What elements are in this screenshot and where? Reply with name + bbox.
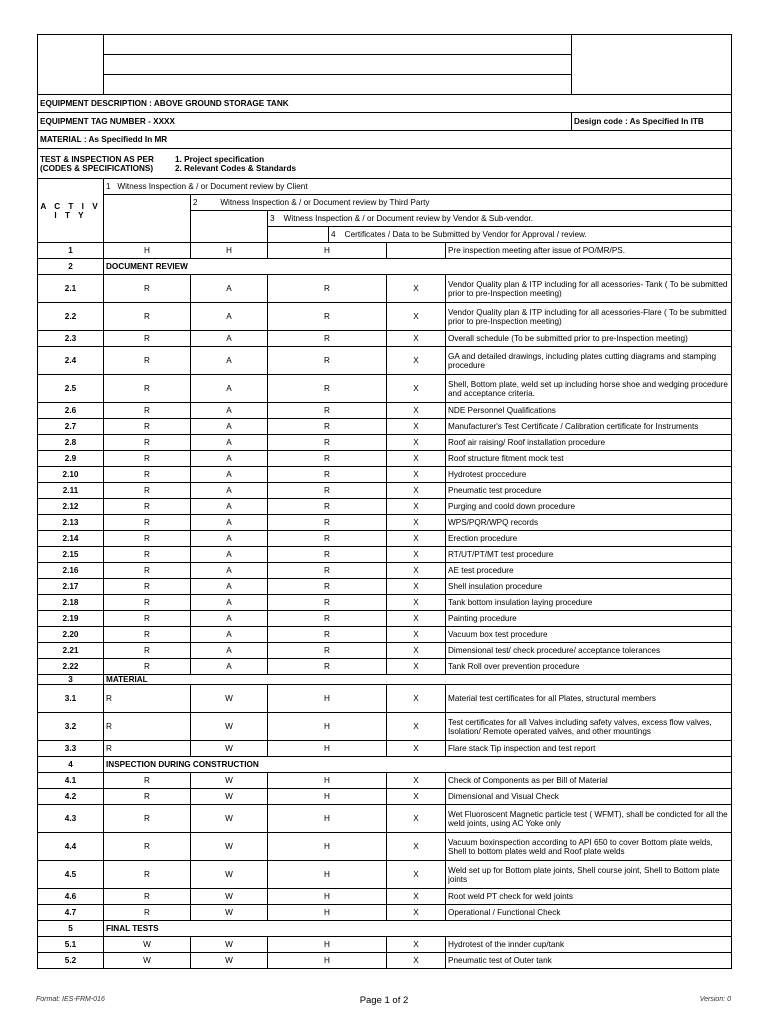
- col-certificates: X: [387, 659, 446, 675]
- col-vendor: H: [268, 937, 387, 953]
- doc-ref-cell: [572, 35, 732, 95]
- activity-number: 5.2: [38, 953, 104, 969]
- activity-number: 4: [38, 757, 104, 773]
- col-certificates: X: [387, 515, 446, 531]
- col-vendor: H: [268, 861, 387, 889]
- col-certificates: X: [387, 331, 446, 347]
- col-certificates: X: [387, 419, 446, 435]
- activity-number: 2.11: [38, 483, 104, 499]
- col-vendor: H: [268, 905, 387, 921]
- legend-stair-3: [268, 227, 329, 243]
- col-vendor: R: [268, 515, 387, 531]
- col-third-party: A: [191, 331, 268, 347]
- col-third-party: W: [191, 889, 268, 905]
- activity-description: Purging and coold down procedure: [446, 499, 732, 515]
- activity-row: [38, 953, 732, 969]
- activity-number: 2.3: [38, 331, 104, 347]
- col-certificates: X: [387, 627, 446, 643]
- col-third-party: W: [191, 905, 268, 921]
- activity-description: Tank bottom insulation laying procedure: [446, 595, 732, 611]
- spec-item-2: 2. Relevant Codes & Standards: [175, 163, 297, 173]
- col-certificates: [387, 243, 446, 259]
- col-client: R: [104, 331, 191, 347]
- section-row: [38, 921, 732, 937]
- activity-number: 2: [38, 259, 104, 275]
- col-vendor: R: [268, 659, 387, 675]
- col-client: R: [104, 905, 191, 921]
- test-label-1: TEST & INSPECTION AS PER: [40, 154, 154, 164]
- activity-number: 4.1: [38, 773, 104, 789]
- col-client: R: [104, 741, 191, 757]
- activity-description: Tank Roll over prevention procedure: [446, 659, 732, 675]
- col-third-party: A: [191, 579, 268, 595]
- activity-label: A C T I V I T Y: [38, 179, 104, 243]
- activity-number: 5: [38, 921, 104, 937]
- activity-description: Check of Components as per Bill of Material: [446, 773, 732, 789]
- activity-row: [38, 347, 732, 375]
- activity-number: 2.12: [38, 499, 104, 515]
- col-certificates: X: [387, 741, 446, 757]
- col-client: R: [104, 419, 191, 435]
- activity-number: 2.7: [38, 419, 104, 435]
- activity-row: [38, 659, 732, 675]
- activity-row: [38, 419, 732, 435]
- activity-description: Hydrotest proccedure: [446, 467, 732, 483]
- col-third-party: A: [191, 531, 268, 547]
- logo-cell: [38, 35, 104, 95]
- activity-row: [38, 531, 732, 547]
- legend-level-2: 2 Witness Inspection & / or Document review by Third Party: [191, 195, 732, 211]
- activity-row: [38, 275, 732, 303]
- col-third-party: W: [191, 789, 268, 805]
- col-client: R: [104, 627, 191, 643]
- col-vendor: H: [268, 685, 387, 713]
- col-client: R: [104, 579, 191, 595]
- col-client: R: [104, 773, 191, 789]
- col-client: R: [104, 659, 191, 675]
- col-vendor: R: [268, 547, 387, 563]
- col-certificates: X: [387, 773, 446, 789]
- section-row: [38, 259, 732, 275]
- col-certificates: X: [387, 805, 446, 833]
- col-third-party: A: [191, 499, 268, 515]
- activity-row: [38, 861, 732, 889]
- col-client: R: [104, 451, 191, 467]
- activity-description: Weld set up for Bottom plate joints, Shell course joint, Shell to Bottom plate joints: [446, 861, 732, 889]
- col-client: R: [104, 643, 191, 659]
- col-client: R: [104, 515, 191, 531]
- col-third-party: A: [191, 627, 268, 643]
- title-cell-2: [104, 55, 572, 75]
- col-certificates: X: [387, 713, 446, 741]
- col-vendor: H: [268, 713, 387, 741]
- activity-number: 4.3: [38, 805, 104, 833]
- activity-number: 2.21: [38, 643, 104, 659]
- col-certificates: X: [387, 563, 446, 579]
- col-client: R: [104, 375, 191, 403]
- activity-number: 2.16: [38, 563, 104, 579]
- equipment-tag: EQUIPMENT TAG NUMBER - XXXX: [38, 113, 572, 131]
- col-client: R: [104, 861, 191, 889]
- col-client: R: [104, 483, 191, 499]
- col-vendor: R: [268, 375, 387, 403]
- activity-number: 2.18: [38, 595, 104, 611]
- col-vendor: R: [268, 303, 387, 331]
- col-client: W: [104, 937, 191, 953]
- activity-row: [38, 435, 732, 451]
- version-label: Version: 0: [699, 996, 731, 1003]
- col-third-party: H: [191, 243, 268, 259]
- activity-row: [38, 685, 732, 713]
- col-certificates: X: [387, 435, 446, 451]
- col-certificates: X: [387, 861, 446, 889]
- col-client: R: [104, 713, 191, 741]
- activity-description: GA and detailed drawings, including plates cutting diagrams and stamping procedure: [446, 347, 732, 375]
- col-third-party: W: [191, 861, 268, 889]
- col-client: W: [104, 953, 191, 969]
- col-vendor: H: [268, 243, 387, 259]
- activity-number: 2.10: [38, 467, 104, 483]
- activity-row: [38, 375, 732, 403]
- col-vendor: H: [268, 833, 387, 861]
- col-vendor: R: [268, 451, 387, 467]
- title-block-row: [38, 35, 732, 55]
- activity-description: Painting procedure: [446, 611, 732, 627]
- col-third-party: A: [191, 347, 268, 375]
- test-label-2: (CODES & SPECIFICATIONS): [40, 163, 154, 173]
- title-cell-1: [104, 35, 572, 55]
- col-vendor: R: [268, 331, 387, 347]
- activity-description: Pneumatic test procedure: [446, 483, 732, 499]
- activity-description: Wet Fluoroscent Magnetic particle test ( WFMT), shall be condicted for all the weld joints, using AC Yoke only: [446, 805, 732, 833]
- col-certificates: X: [387, 595, 446, 611]
- col-third-party: A: [191, 611, 268, 627]
- legend-level-1: 1 Witness Inspection & / or Document review by Client: [104, 179, 732, 195]
- section-title: INSPECTION DURING CONSTRUCTION: [104, 757, 732, 773]
- col-third-party: W: [191, 833, 268, 861]
- col-certificates: X: [387, 789, 446, 805]
- activity-description: Vendor Quality plan & ITP including for all acessories-Flare ( To be submitted prior to pre-Inspection meeting): [446, 303, 732, 331]
- col-certificates: X: [387, 347, 446, 375]
- col-certificates: X: [387, 499, 446, 515]
- activity-description: Vacuum box test procedure: [446, 627, 732, 643]
- col-certificates: X: [387, 547, 446, 563]
- col-client: R: [104, 889, 191, 905]
- col-third-party: W: [191, 713, 268, 741]
- col-third-party: A: [191, 563, 268, 579]
- activity-number: 2.22: [38, 659, 104, 675]
- activity-row: [38, 303, 732, 331]
- col-client: R: [104, 547, 191, 563]
- legend-stair-1: [104, 195, 191, 243]
- spec-item-1: 1. Project specification: [175, 154, 265, 164]
- col-client: R: [104, 595, 191, 611]
- col-certificates: X: [387, 643, 446, 659]
- col-third-party: A: [191, 435, 268, 451]
- activity-row: [38, 627, 732, 643]
- col-third-party: W: [191, 773, 268, 789]
- activity-row: [38, 499, 732, 515]
- activity-description: Shell, Bottom plate, weld set up including horse shoe and wedging procedure and acceptance criteria.: [446, 375, 732, 403]
- activity-number: 3: [38, 675, 104, 685]
- col-third-party: W: [191, 805, 268, 833]
- activity-row: [38, 243, 732, 259]
- activity-row: [38, 789, 732, 805]
- activity-row: [38, 741, 732, 757]
- activity-number: 5.1: [38, 937, 104, 953]
- section-title: MATERIAL: [104, 675, 732, 685]
- col-client: R: [104, 531, 191, 547]
- activity-description: Erection procedure: [446, 531, 732, 547]
- activity-row: [38, 467, 732, 483]
- activity-number: 2.17: [38, 579, 104, 595]
- col-third-party: A: [191, 467, 268, 483]
- col-vendor: R: [268, 275, 387, 303]
- test-inspection-basis: [38, 149, 732, 179]
- activity-description: Material test certificates for all Plates, structural members: [446, 685, 732, 713]
- activity-number: 4.6: [38, 889, 104, 905]
- col-vendor: R: [268, 483, 387, 499]
- activity-description: Test certificates for all Valves including safety valves, excess flow valves, Isolation/ Remote operated valves, and other mountings: [446, 713, 732, 741]
- activity-description: Pneumatic test of Outer tank: [446, 953, 732, 969]
- col-certificates: X: [387, 937, 446, 953]
- activity-number: 2.14: [38, 531, 104, 547]
- activity-description: Manufacturer's Test Certificate / Calibration certificate for Instruments: [446, 419, 732, 435]
- col-client: R: [104, 563, 191, 579]
- legend-stair-2: [191, 211, 268, 243]
- activity-row: [38, 563, 732, 579]
- col-certificates: X: [387, 275, 446, 303]
- activity-number: 3.2: [38, 713, 104, 741]
- activity-number: 2.1: [38, 275, 104, 303]
- col-third-party: A: [191, 451, 268, 467]
- activity-description: Operational / Functional Check: [446, 905, 732, 921]
- activity-number: 2.19: [38, 611, 104, 627]
- col-third-party: A: [191, 375, 268, 403]
- activity-description: Overall schedule (To be submitted prior to pre-Inspection meeting): [446, 331, 732, 347]
- activity-row: [38, 889, 732, 905]
- col-certificates: X: [387, 953, 446, 969]
- col-vendor: H: [268, 953, 387, 969]
- col-third-party: W: [191, 741, 268, 757]
- activity-description: Hydrotest of the innder cup/tank: [446, 937, 732, 953]
- equipment-description: EQUIPMENT DESCRIPTION : ABOVE GROUND STORAGE TANK: [38, 95, 732, 113]
- col-vendor: R: [268, 579, 387, 595]
- activity-description: Roof structure fitment mock test: [446, 451, 732, 467]
- col-third-party: A: [191, 515, 268, 531]
- design-code: Design code : As Specified In ITB: [572, 113, 732, 131]
- col-vendor: R: [268, 531, 387, 547]
- col-vendor: R: [268, 563, 387, 579]
- activity-number: 4.2: [38, 789, 104, 805]
- col-vendor: R: [268, 467, 387, 483]
- col-client: R: [104, 833, 191, 861]
- col-certificates: X: [387, 685, 446, 713]
- col-client: R: [104, 435, 191, 451]
- col-client: R: [104, 275, 191, 303]
- col-vendor: R: [268, 611, 387, 627]
- section-title: DOCUMENT REVIEW: [104, 259, 732, 275]
- col-vendor: R: [268, 403, 387, 419]
- col-client: R: [104, 467, 191, 483]
- activity-description: AE test procedure: [446, 563, 732, 579]
- col-third-party: A: [191, 483, 268, 499]
- col-third-party: A: [191, 547, 268, 563]
- activity-number: 2.4: [38, 347, 104, 375]
- activity-row: [38, 403, 732, 419]
- col-certificates: X: [387, 905, 446, 921]
- col-certificates: X: [387, 403, 446, 419]
- col-third-party: W: [191, 685, 268, 713]
- col-third-party: W: [191, 953, 268, 969]
- col-certificates: X: [387, 303, 446, 331]
- activity-number: 2.6: [38, 403, 104, 419]
- col-vendor: R: [268, 435, 387, 451]
- activity-row: [38, 331, 732, 347]
- activity-description: RT/UT/PT/MT test procedure: [446, 547, 732, 563]
- activity-description: Roof air raising/ Roof installation procedure: [446, 435, 732, 451]
- col-certificates: X: [387, 889, 446, 905]
- legend-level-3: 3 Witness Inspection & / or Document review by Vendor & Sub-vendor.: [268, 211, 732, 227]
- legend-level-4: 4 Certificates / Data to be Submitted by Vendor for Approval / review.: [329, 227, 732, 243]
- activity-number: 2.15: [38, 547, 104, 563]
- activity-description: Vacuum boxinspection according to API 650 to cover Bottom plate welds, Shell to bottom plates weld and Roof plate welds: [446, 833, 732, 861]
- format-code: Format: IES-FRM-016: [36, 996, 105, 1003]
- itp-table: [37, 34, 732, 969]
- title-cell-3: [104, 75, 572, 95]
- col-vendor: H: [268, 889, 387, 905]
- activity-description: WPS/PQR/WPQ records: [446, 515, 732, 531]
- activity-row: [38, 483, 732, 499]
- activity-number: 2.20: [38, 627, 104, 643]
- page-number: Page 1 of 2: [359, 995, 409, 1006]
- activity-number: 2.2: [38, 303, 104, 331]
- activity-row: [38, 833, 732, 861]
- material-spec: MATERIAL : As Specifiedd In MR: [38, 131, 732, 149]
- activity-description: Shell insulation procedure: [446, 579, 732, 595]
- col-third-party: A: [191, 643, 268, 659]
- col-client: R: [104, 789, 191, 805]
- col-client: R: [104, 303, 191, 331]
- col-third-party: A: [191, 303, 268, 331]
- col-certificates: X: [387, 833, 446, 861]
- activity-number: 2.8: [38, 435, 104, 451]
- activity-number: 2.9: [38, 451, 104, 467]
- col-client: R: [104, 499, 191, 515]
- activity-description: NDE Personnel Qualifications: [446, 403, 732, 419]
- col-certificates: X: [387, 375, 446, 403]
- col-vendor: R: [268, 419, 387, 435]
- activity-row: [38, 937, 732, 953]
- activity-description: Flare stack Tip inspection and test report: [446, 741, 732, 757]
- col-vendor: H: [268, 773, 387, 789]
- activity-row: [38, 773, 732, 789]
- activity-number: 4.5: [38, 861, 104, 889]
- activity-description: Root weld PT check for weld joints: [446, 889, 732, 905]
- activity-number: 4.4: [38, 833, 104, 861]
- section-row: [38, 675, 732, 685]
- section-title: FINAL TESTS: [104, 921, 732, 937]
- col-client: R: [104, 611, 191, 627]
- activity-row: [38, 643, 732, 659]
- col-vendor: R: [268, 643, 387, 659]
- col-certificates: X: [387, 579, 446, 595]
- col-third-party: W: [191, 937, 268, 953]
- activity-number: 2.13: [38, 515, 104, 531]
- col-vendor: H: [268, 741, 387, 757]
- col-client: R: [104, 403, 191, 419]
- col-vendor: H: [268, 805, 387, 833]
- activity-number: 4.7: [38, 905, 104, 921]
- col-client: R: [104, 805, 191, 833]
- col-third-party: A: [191, 403, 268, 419]
- activity-row: [38, 595, 732, 611]
- activity-description: Pre inspection meeting after issue of PO/MR/PS.: [446, 243, 732, 259]
- activity-description: Vendor Quality plan & ITP including for all acessories- Tank ( To be submitted prior to pre-Inspection meeting): [446, 275, 732, 303]
- col-vendor: R: [268, 347, 387, 375]
- col-vendor: R: [268, 627, 387, 643]
- col-vendor: H: [268, 789, 387, 805]
- section-row: [38, 757, 732, 773]
- activity-row: [38, 451, 732, 467]
- activity-number: 3.1: [38, 685, 104, 713]
- activity-row: [38, 547, 732, 563]
- col-client: R: [104, 347, 191, 375]
- col-third-party: A: [191, 275, 268, 303]
- activity-row: [38, 579, 732, 595]
- col-third-party: A: [191, 659, 268, 675]
- col-third-party: A: [191, 419, 268, 435]
- activity-number: 1: [38, 243, 104, 259]
- col-vendor: R: [268, 595, 387, 611]
- col-client: R: [104, 685, 191, 713]
- col-certificates: X: [387, 467, 446, 483]
- activity-number: 2.5: [38, 375, 104, 403]
- activity-row: [38, 905, 732, 921]
- col-certificates: X: [387, 483, 446, 499]
- col-certificates: X: [387, 611, 446, 627]
- col-certificates: X: [387, 451, 446, 467]
- activity-row: [38, 713, 732, 741]
- activity-row: [38, 515, 732, 531]
- col-certificates: X: [387, 531, 446, 547]
- activity-number: 3.3: [38, 741, 104, 757]
- activity-description: Dimensional and Visual Check: [446, 789, 732, 805]
- activity-description: Dimensional test/ check procedure/ acceptance tolerances: [446, 643, 732, 659]
- col-vendor: R: [268, 499, 387, 515]
- activity-row: [38, 805, 732, 833]
- activity-row: [38, 611, 732, 627]
- col-client: H: [104, 243, 191, 259]
- col-third-party: A: [191, 595, 268, 611]
